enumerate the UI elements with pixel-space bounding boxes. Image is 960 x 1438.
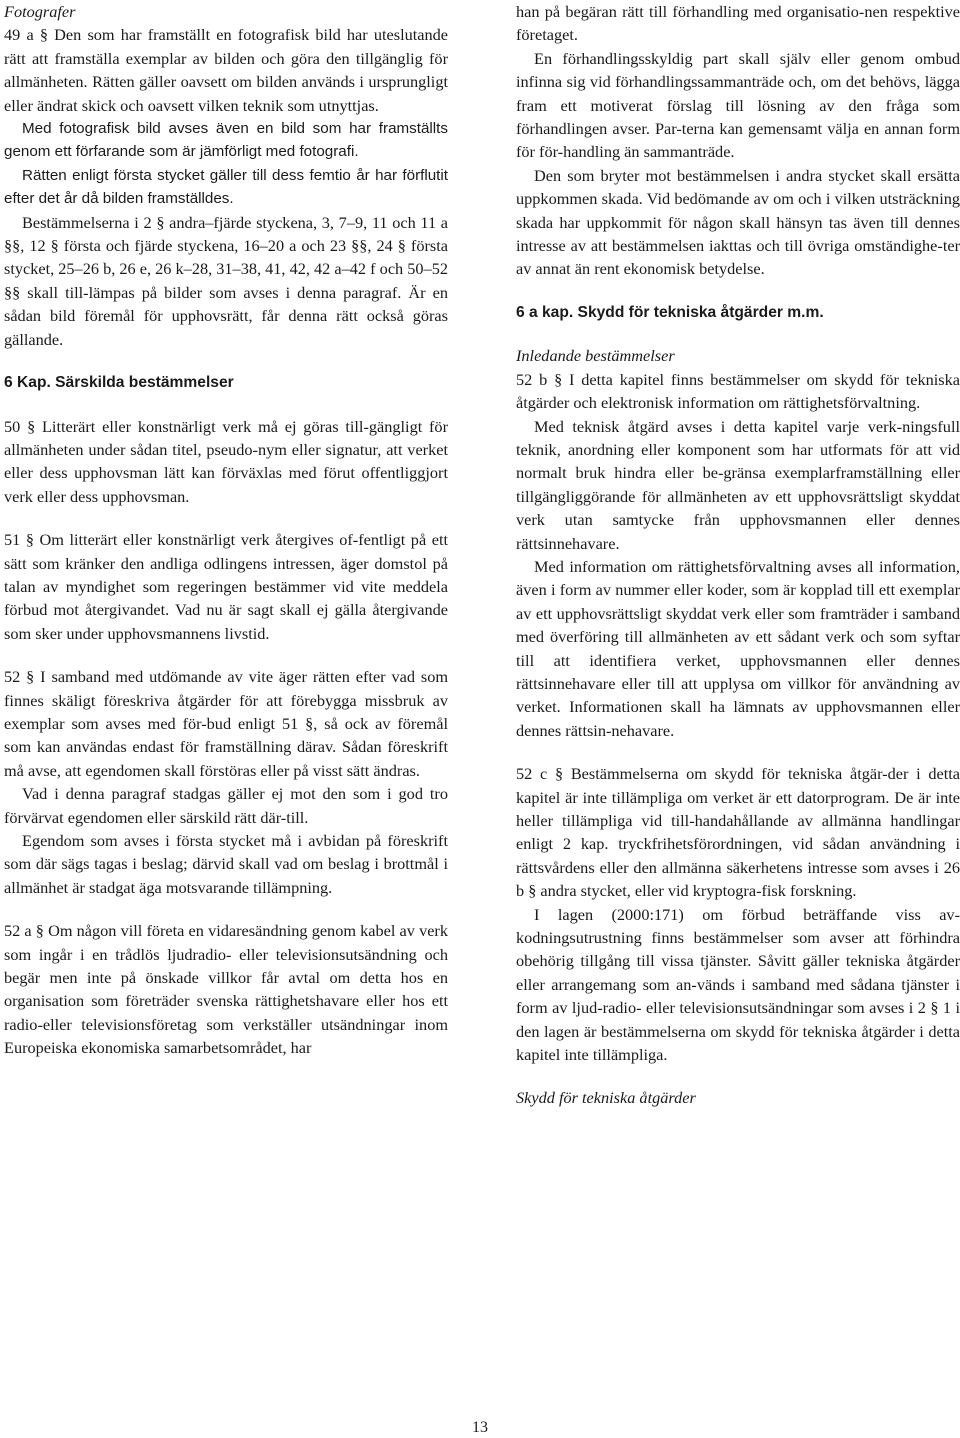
subheading-fotografer: Fotografer (4, 2, 76, 21)
paragraph-52c-second: I lagen (2000:171) om förbud beträffande viss av-kodningsutrustning finns bestämmelser som avser att förhindra obehörig tillgång till vissa tjänster. Såvitt gäller tekniska åtgärder eller arrangemang som an-vänds i samband med sådana tjänster i form av ljud-radio- eller televisionsutsändningar som avses i 2 § 1 i den lagen är bestämmelserna om skydd för tekniska åtgärder i detta kapitel inte tillämpliga. (516, 904, 960, 1065)
page-number: 13 (472, 1419, 488, 1436)
paragraph-52a: 52 a § Om någon vill företa en vidaresändning genom kabel av verk som ingår i en trådlös ljudradio- eller televisionsutsändning och begär men inte på önskade villkor får avtal om detta hos en organisation som företräder svenska rättighetshavare eller hos ett radio-eller televisionsföretag som verkställer utsändningar inom Europeiska ekonomiska samarbetsområdet, har (4, 921, 448, 1058)
paragraph-52b-third: Med information om rättighetsförvaltning avses all information, även i form av nummer eller koder, som är kopplad till ett exemplar av ett upphovsrättsligt skyddat verk eller som framträder i samband med överföring till allmänheten av ett sådant verk och som syftar till att identifiera verket, upphovsmannen eller dennes rättsinnehavare eller till att upplysa om villkor för användning av verket. Informationen skall ha lämnats av upphovsmannen eller dennes rättsin-nehavare. (516, 556, 960, 740)
chapter-heading-6a: 6 a kap. Skydd för tekniska åtgärder m.m. (516, 303, 824, 321)
paragraph-49a: 49 a § Den som har framställt en fotografisk bild har uteslutande rätt att framställa exemplar av bilden och göra den tillgänglig för allmänheten. Rätten gäller oavsett om bilden används i ursprungligt eller ändrat skick och oavsett vilken teknik som utnyttjas. (4, 25, 448, 115)
chapter-heading-6: 6 Kap. Särskilda bestämmelser (4, 374, 234, 392)
paragraph-52b-second: Med teknisk åtgärd avses i detta kapitel varje verk-ningsfull teknik, anordning eller komponent som har utformats för att vid normalt bruk hindra eller be-gränsa exemplarframställning eller tillgängliggörande för allmänheten av ett upphovsrättsligt skyddat verk utan samtycke från upphovsmannen eller dennes rättsinnehavare. (516, 416, 960, 553)
paragraph-52-second: Vad i denna paragraf stadgas gäller ej mot den som i god tro förvärvat egendomen eller särskild rätt där-till. (4, 784, 448, 827)
paragraph-52-third: Egendom som avses i första stycket må i avbidan på föreskrift som där sägs tagas i beslag; därvid skall vad om beslag i brottmål i allmänhet är stadgat äga motsvarande tillämpning. (4, 831, 448, 897)
paragraph-49a-third: Rätten enligt första stycket gäller till dess femtio år har förflutit efter det år då bilden framställdes. (4, 166, 448, 208)
subheading-skydd: Skydd för tekniska åtgärder (516, 1088, 696, 1108)
paragraph-51: 51 § Om litterärt eller konstnärligt verk återgives of-fentligt på ett sätt som kränker den andliga odlingens intressen, äger domstol på talan av myndighet som regeringen bestämmer vid vite meddela förbud mot återgivandet. Vad nu är sagt skall ej gälla återgivande som sker under upphovsmannens livstid. (4, 530, 448, 643)
paragraph-52a-continued: han på begäran rätt till förhandling med organisatio-nen respektive företaget. (516, 2, 960, 45)
paragraph-52a-third: Den som bryter mot bestämmelsen i andra stycket skall ersätta uppkommen skada. Vid bedömande av om och i vilken utsträckning skada har uppkommit för någon skall hänsyn tas även till dennes intresse av att bestämmelsen iakttas och till övriga omständighe-ter av annat än rent ekonomisk betydelse. (516, 165, 960, 279)
paragraph-52: 52 § I samband med utdömande av vite äger rätten efter vad som finnes skäligt föreskriva åtgärder för att förebygga missbruk av exemplar som avses med för-bud enligt 51 §, så ock av föremål som kan användas endast för framställning därav. Sådan föreskrift må avse, att egendomen skall förstöras eller på visst sätt ändras. (4, 667, 448, 780)
right-column (516, 0, 960, 1110)
paragraph-52b: 52 b § I detta kapitel finns bestämmelser om skydd för tekniska åtgärder och elektronisk information om rättighetsförvaltning. (516, 369, 960, 413)
paragraph-50: 50 § Litterärt eller konstnärligt verk må ej göras till-gängligt för allmänheten under sådan titel, pseudo-nym eller signatur, att verket eller dess upphovsman lätt kan förväxlas med förut offentliggjort verk eller dess upphovsman. (4, 416, 448, 506)
subheading-inledande: Inledande bestämmelser (516, 346, 675, 366)
paragraph-49a-second: Med fotografisk bild avses även en bild som har framställts genom ett förfarande som är jämförligt med fotografi. (4, 120, 448, 161)
paragraph-52c: 52 c § Bestämmelserna om skydd för tekniska åtgär-der i detta kapitel är inte tillämpliga om verket är ett datorprogram. De är inte heller tillämpliga vid till-handahållande av allmänna handlingar enligt 2 kap. tryckfrihetsförordningen, vid sådan användning i rättsvårdens eller den allmänna säkerhetens intresse som avses i 26 b § andra stycket, eller vid kryptogra-fisk forskning. (516, 764, 960, 901)
paragraph-49a-fourth: Bestämmelserna i 2 § andra–fjärde styckena, 3, 7–9, 11 och 11 a §§, 12 § första och fjärde styckena, 16–20 a och 23 §§, 24 § första stycket, 25–26 b, 26 e, 26 k–28, 31–38, 41, 42, 42 a–42 f och 50–52 §§ skall till-lämpas på bilder som avses i denna paragraf. Är en sådan bild föremål för upphovsrätt, får denna rätt också göras gällande. (4, 212, 448, 349)
paragraph-52a-second: En förhandlingsskyldig part skall själv eller genom ombud infinna sig vid förhandlingssammanträde och, om det behövs, lägga fram ett motiverat förslag till lösning av den fråga som förhandlingen avser. Par-terna kan gemensamt välja en annan form för för-handling än sammanträde. (516, 48, 960, 162)
left-column (4, 0, 448, 1060)
